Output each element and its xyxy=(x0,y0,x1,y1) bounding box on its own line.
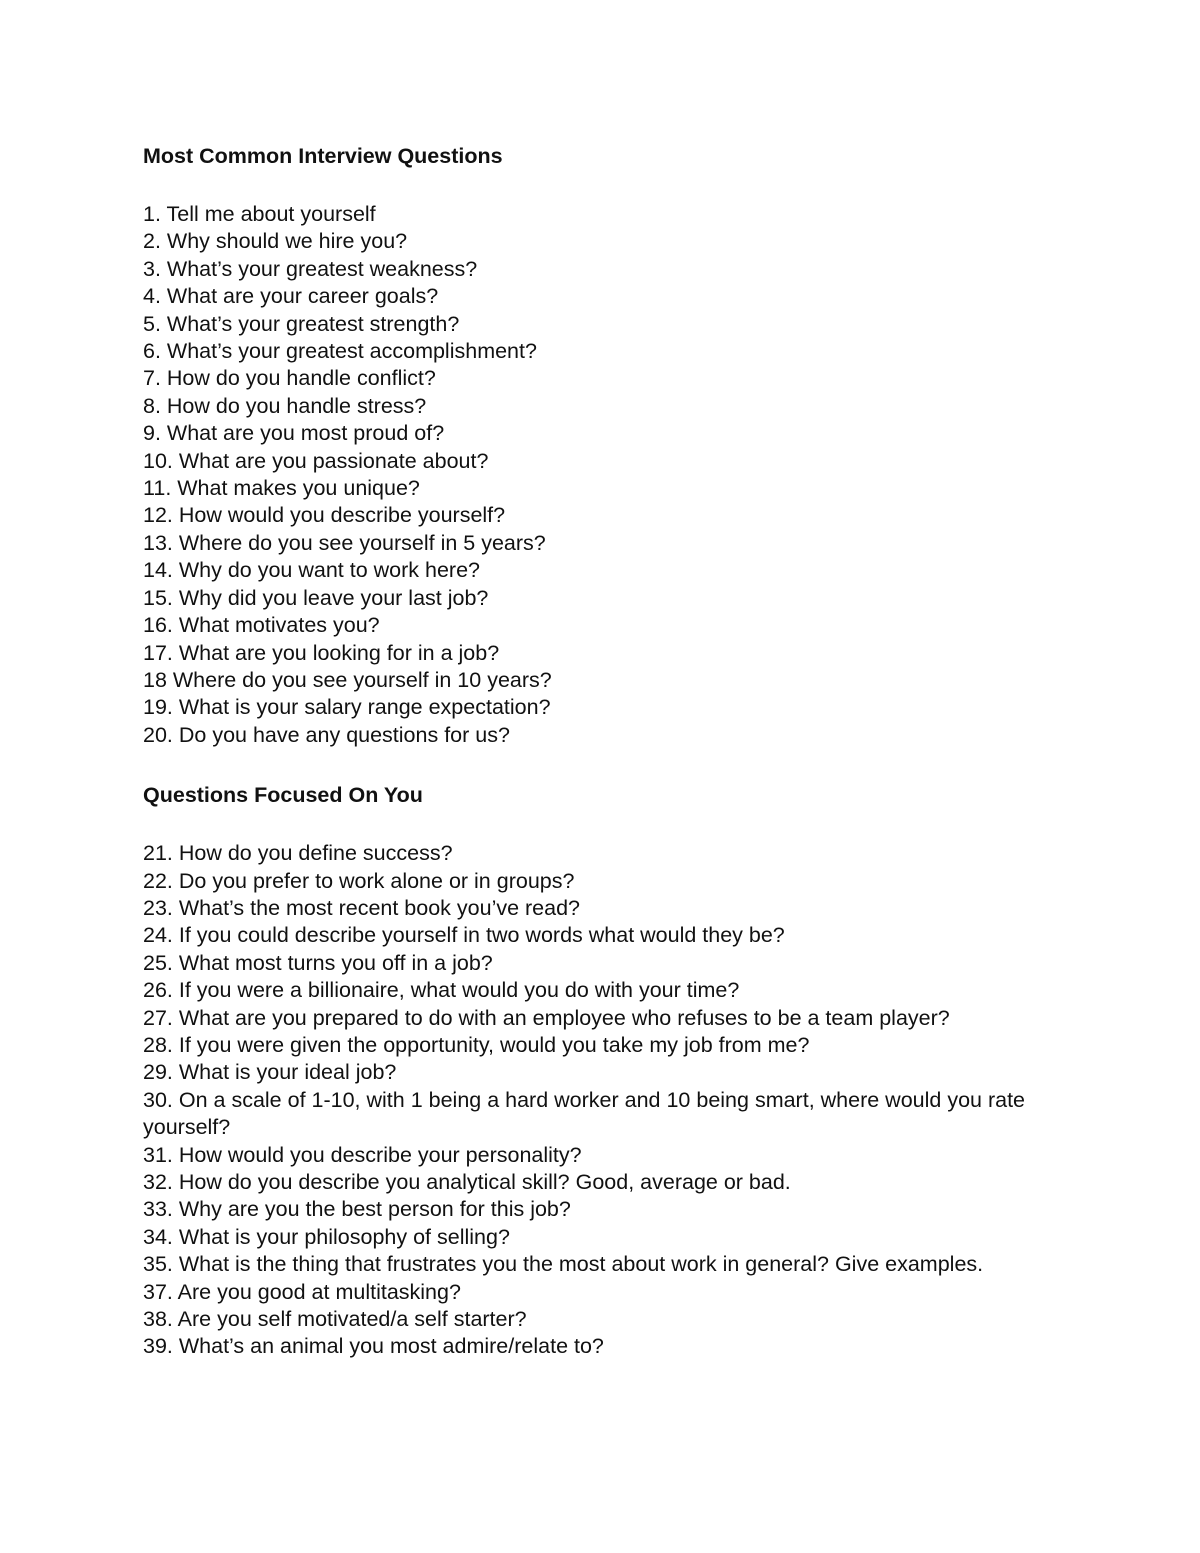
list-item: 20. Do you have any questions for us? xyxy=(143,722,510,747)
focused-questions-list xyxy=(143,840,1043,1361)
list-item: 30. On a scale of 1-10, with 1 being a hard worker and 10 being smart, where would you rate yourself? xyxy=(143,1087,1026,1140)
list-item: 21. How do you define success? xyxy=(143,841,453,866)
list-item: 6. What’s your greatest accomplishment? xyxy=(143,339,537,364)
list-item: 38. Are you self motivated/a self starter? xyxy=(143,1307,527,1332)
list-item: 9. What are you most proud of? xyxy=(143,421,445,446)
list-item: 32. How do you describe you analytical skill? Good, average or bad. xyxy=(143,1170,791,1194)
list-item: 28. If you were given the opportunity, would you take my job from me? xyxy=(143,1032,810,1057)
list-item: 39. What’s an animal you most admire/relate to? xyxy=(143,1334,604,1359)
list-item: 34. What is your philosophy of selling? xyxy=(143,1224,510,1249)
section-title-focused-on-you: Questions Focused On You xyxy=(143,783,423,808)
list-item: 11. What makes you unique? xyxy=(143,476,420,501)
list-item: 2. Why should we hire you? xyxy=(143,229,408,254)
spacer xyxy=(143,749,1043,777)
list-item: 26. If you were a billionaire, what would you do with your time? xyxy=(143,978,740,1003)
list-item: 8. How do you handle stress? xyxy=(143,393,427,418)
list-item: 1. Tell me about yourself xyxy=(143,202,376,226)
list-item: 10. What are you passionate about? xyxy=(143,448,489,473)
list-item: 5. What’s your greatest strength? xyxy=(143,311,460,336)
list-item: 33. Why are you the best person for this job? xyxy=(143,1197,571,1222)
list-item: 14. Why do you want to work here? xyxy=(143,558,481,583)
list-item: 24. If you could describe yourself in two words what would they be? xyxy=(143,923,785,948)
list-item: 4. What are your career goals? xyxy=(143,284,439,309)
spacer xyxy=(143,174,1043,201)
document-content xyxy=(143,138,1043,1361)
list-item: 3. What’s your greatest weakness? xyxy=(143,256,478,281)
list-item: 23. What’s the most recent book you’ve read? xyxy=(143,895,581,920)
list-item: 12. How would you describe yourself? xyxy=(143,503,506,528)
section-title-common-questions: Most Common Interview Questions xyxy=(143,144,503,168)
list-item: 31. How would you describe your personality? xyxy=(143,1142,582,1167)
list-item: 29. What is your ideal job? xyxy=(143,1060,397,1085)
list-item: 17. What are you looking for in a job? xyxy=(143,640,500,665)
list-item: 18 Where do you see yourself in 10 years? xyxy=(143,667,552,692)
list-item: 15. Why did you leave your last job? xyxy=(143,585,489,610)
list-item: 22. Do you prefer to work alone or in groups? xyxy=(143,868,575,893)
spacer xyxy=(143,813,1043,840)
list-item: 37. Are you good at multitasking? xyxy=(143,1279,461,1304)
list-item: 13. Where do you see yourself in 5 years? xyxy=(143,530,546,555)
list-item: 25. What most turns you off in a job? xyxy=(143,950,493,975)
list-item: 16. What motivates you? xyxy=(143,613,380,638)
common-questions-list xyxy=(143,201,1043,749)
list-item: 7. How do you handle conflict? xyxy=(143,366,436,391)
list-item: 19. What is your salary range expectation? xyxy=(143,695,551,720)
list-item: 35. What is the thing that frustrates you the most about work in general? Give examples. xyxy=(143,1252,984,1277)
list-item: 27. What are you prepared to do with an employee who refuses to be a team player? xyxy=(143,1005,950,1030)
